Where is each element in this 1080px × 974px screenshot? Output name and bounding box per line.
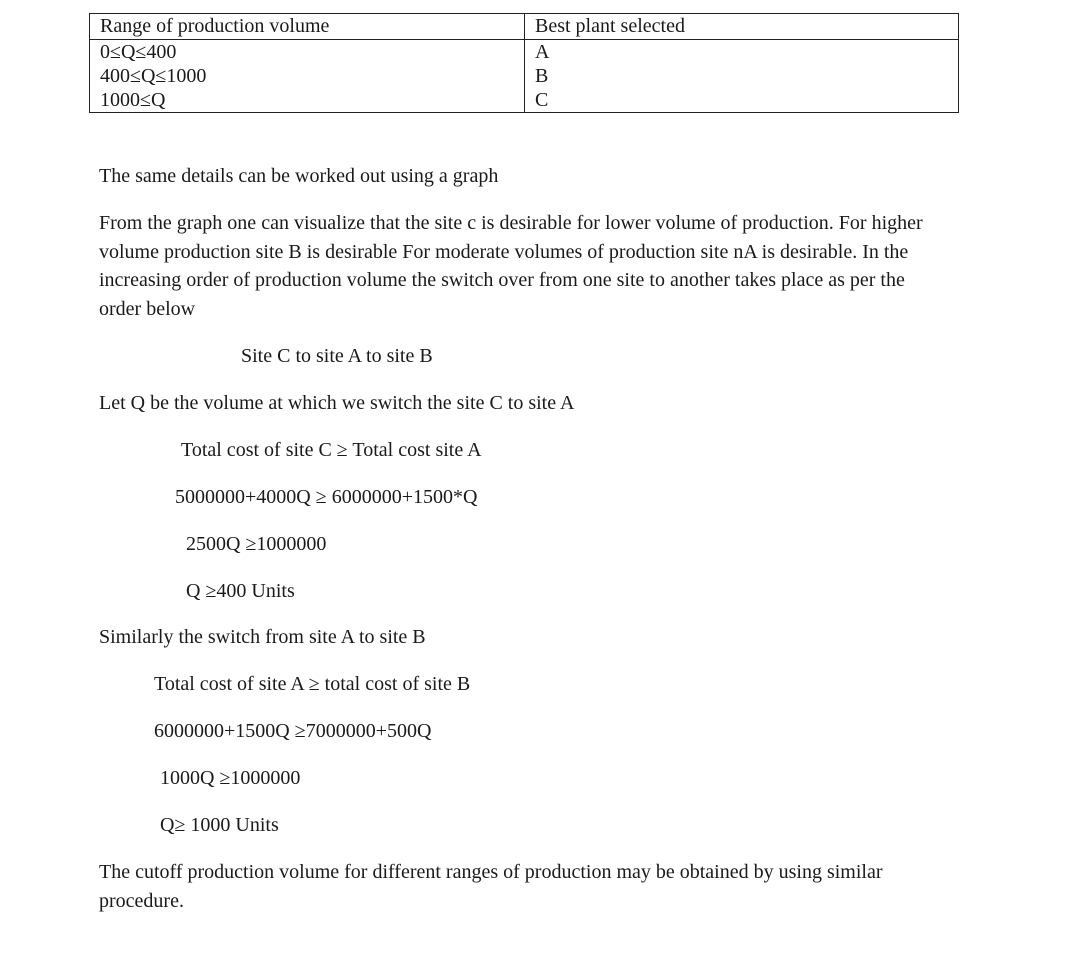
header-best-plant: Best plant selected [525, 14, 959, 40]
intro-line: The same details can be worked out using a graph [99, 165, 499, 187]
range-cell: 1000≤Q [90, 88, 525, 113]
range-cell: 0≤Q≤400 [90, 40, 525, 65]
a-to-b-equation-2: 1000Q ≥1000000 [160, 767, 301, 789]
table-row [90, 40, 959, 65]
plant-cell: C [525, 88, 959, 113]
range-cell: 400≤Q≤1000 [90, 64, 525, 88]
c-to-a-equation-2: 2500Q ≥1000000 [186, 533, 327, 555]
a-to-b-equation-1: 6000000+1500Q ≥7000000+500Q [154, 720, 432, 742]
c-to-a-statement: Total cost of site C ≥ Total cost site A [181, 439, 482, 461]
plant-cell: B [525, 64, 959, 88]
header-range: Range of production volume [90, 14, 525, 40]
a-to-b-statement: Total cost of site A ≥ total cost of site B [154, 673, 471, 695]
similarly-line: Similarly the switch from site A to site B [99, 626, 426, 648]
a-to-b-result: Q≥ 1000 Units [160, 814, 279, 836]
production-range-table [89, 13, 959, 113]
table-header-row [90, 14, 959, 40]
graph-paragraph: From the graph one can visualize that the site c is desirable for lower volume of production. For higher volume production site B is desirable For moderate volumes of production site nA is desirable. In the increasing order of production volume the switch over from one site to another takes place as per the order below [99, 212, 923, 321]
let-q-line: Let Q be the volume at which we switch the site C to site A [99, 392, 575, 414]
c-to-a-result: Q ≥400 Units [186, 580, 295, 602]
table-row [90, 64, 959, 88]
conclusion-paragraph: The cutoff production volume for different ranges of production may be obtained by using similar procedure. [99, 861, 883, 912]
site-order-line: Site C to site A to site B [241, 345, 433, 367]
table-row [90, 88, 959, 113]
plant-cell: A [525, 40, 959, 65]
c-to-a-equation-1: 5000000+4000Q ≥ 6000000+1500*Q [175, 486, 478, 508]
